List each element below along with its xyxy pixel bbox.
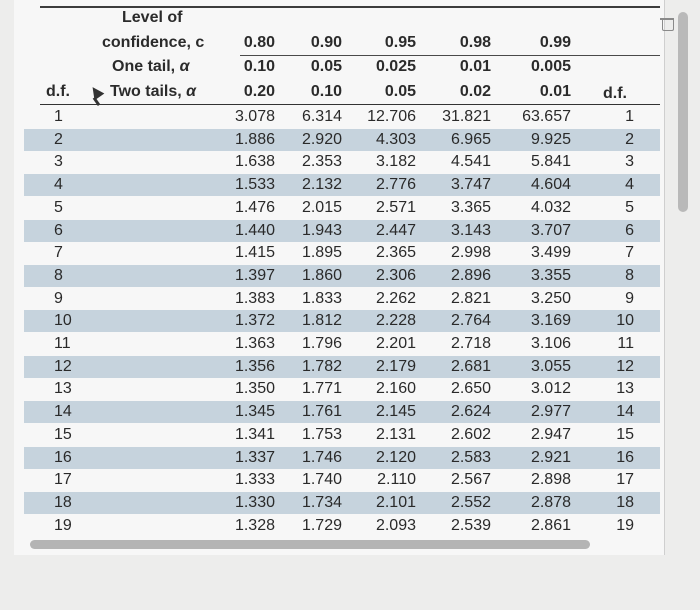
critical-value-cell: 3.182 <box>375 153 416 171</box>
critical-value-cell: 1.440 <box>234 221 275 239</box>
table-row <box>24 129 660 151</box>
df-cell: 19 <box>54 516 72 534</box>
critical-value-cell: 2.718 <box>450 335 491 352</box>
critical-value-cell: 2.764 <box>450 312 491 330</box>
df-cell: 15 <box>54 425 72 443</box>
df-header-left: d.f. <box>46 83 70 100</box>
one-tail-label: One tail, α <box>112 58 190 75</box>
critical-value-cell: 2.776 <box>375 176 416 194</box>
critical-value-cell: 2.878 <box>530 493 571 511</box>
one-tail-value: 0.05 <box>310 58 342 75</box>
df-header-right: d.f. <box>603 85 627 102</box>
one-tail-value: 0.005 <box>530 58 571 75</box>
critical-value-cell: 1.372 <box>234 312 275 330</box>
critical-value-cell: 63.657 <box>522 108 571 125</box>
df-cell: 2 <box>54 130 63 148</box>
df-cell: 3 <box>54 153 63 171</box>
df-cell: 7 <box>54 244 63 262</box>
table-row <box>24 151 660 173</box>
critical-value-cell: 6.314 <box>301 108 342 125</box>
critical-value-cell: 2.262 <box>375 289 416 307</box>
df-cell-right: 9 <box>625 289 634 307</box>
critical-value-cell: 2.602 <box>450 425 491 443</box>
df-cell-right: 10 <box>616 312 634 330</box>
critical-value-cell: 4.541 <box>450 153 491 171</box>
df-cell: 14 <box>54 403 72 421</box>
critical-value-cell: 2.179 <box>375 357 416 375</box>
confidence-value: 0.95 <box>384 34 416 51</box>
critical-value-cell: 2.120 <box>375 448 416 466</box>
critical-value-cell: 12.706 <box>367 108 416 125</box>
critical-value-cell: 2.896 <box>450 266 491 284</box>
critical-value-cell: 2.110 <box>377 471 416 489</box>
critical-value-cell: 2.921 <box>530 448 571 466</box>
df-cell: 6 <box>54 221 63 239</box>
table-row <box>24 197 660 219</box>
critical-value-cell: 3.747 <box>450 176 491 194</box>
table-row <box>24 333 660 355</box>
df-cell-right: 11 <box>617 335 634 352</box>
df-cell-right: 5 <box>625 198 634 216</box>
two-tails-value: 0.01 <box>539 83 571 100</box>
critical-value-cell: 2.977 <box>530 403 571 421</box>
critical-value-cell: 5.841 <box>530 153 571 171</box>
df-cell-right: 4 <box>625 176 634 194</box>
df-cell-right: 15 <box>616 425 634 443</box>
critical-value-cell: 1.333 <box>234 471 275 489</box>
df-cell: 8 <box>54 266 63 284</box>
one-tail-value: 0.025 <box>375 58 416 75</box>
two-tails-value: 0.20 <box>243 83 275 100</box>
critical-value-cell: 3.250 <box>530 289 571 307</box>
df-cell: 4 <box>54 176 63 194</box>
critical-value-cell: 2.447 <box>375 221 416 239</box>
table-row <box>24 288 660 310</box>
critical-value-cell: 31.821 <box>442 108 491 125</box>
df-cell-right: 18 <box>616 493 634 511</box>
critical-value-cell: 6.965 <box>450 130 491 148</box>
critical-value-cell: 1.734 <box>301 493 342 511</box>
critical-value-cell: 2.920 <box>301 130 342 148</box>
df-cell-right: 7 <box>625 244 634 262</box>
level-of-label: Level of <box>122 9 183 26</box>
rule-under-header <box>40 104 660 105</box>
critical-value-cell: 1.895 <box>301 244 342 262</box>
critical-value-cell: 2.228 <box>375 312 416 330</box>
critical-value-cell: 4.604 <box>530 176 571 194</box>
critical-value-cell: 3.365 <box>450 198 491 216</box>
two-tails-value: 0.10 <box>310 83 342 100</box>
critical-value-cell: 2.093 <box>375 516 416 534</box>
critical-value-cell: 3.078 <box>234 108 275 125</box>
critical-value-cell: 2.821 <box>450 289 491 307</box>
critical-value-cell: 1.638 <box>234 153 275 171</box>
critical-value-cell: 4.303 <box>375 130 416 148</box>
df-cell-right: 12 <box>616 357 634 375</box>
table-row <box>24 469 660 491</box>
critical-value-cell: 3.499 <box>530 244 571 262</box>
critical-value-cell: 1.771 <box>301 380 342 398</box>
two-tails-value: 0.05 <box>384 83 416 100</box>
critical-value-cell: 2.998 <box>450 244 491 262</box>
critical-value-cell: 3.707 <box>530 221 571 239</box>
df-cell-right: 6 <box>625 221 634 239</box>
df-cell: 16 <box>54 448 72 466</box>
critical-value-cell: 2.681 <box>450 357 491 375</box>
two-tails-value: 0.02 <box>459 83 491 100</box>
critical-value-cell: 2.101 <box>375 493 416 511</box>
df-cell-right: 8 <box>625 266 634 284</box>
critical-value-cell: 1.729 <box>301 516 342 534</box>
critical-value-cell: 1.415 <box>234 244 275 262</box>
df-cell: 9 <box>54 289 63 307</box>
critical-value-cell: 2.539 <box>450 516 491 534</box>
table-row <box>24 447 660 469</box>
critical-value-cell: 2.145 <box>375 403 416 421</box>
critical-value-cell: 1.397 <box>234 266 275 284</box>
two-tails-label: Two tails, α <box>110 83 197 100</box>
critical-value-cell: 1.533 <box>234 176 275 194</box>
confidence-value: 0.90 <box>310 34 342 51</box>
critical-value-cell: 1.383 <box>234 289 275 307</box>
df-cell-right: 14 <box>616 403 634 421</box>
df-cell: 10 <box>54 312 72 330</box>
critical-value-cell: 1.345 <box>234 403 275 421</box>
critical-value-cell: 1.761 <box>301 403 342 421</box>
one-tail-value: 0.01 <box>459 58 491 75</box>
df-cell-right: 3 <box>625 153 634 171</box>
critical-value-cell: 2.015 <box>301 198 342 216</box>
critical-value-cell: 3.169 <box>530 312 571 330</box>
critical-value-cell: 3.143 <box>450 221 491 239</box>
critical-value-cell: 1.753 <box>301 425 342 443</box>
df-cell-right: 19 <box>616 516 634 534</box>
critical-value-cell: 2.131 <box>375 425 416 443</box>
critical-value-cell: 1.330 <box>234 493 275 511</box>
critical-value-cell: 2.947 <box>530 425 571 443</box>
critical-value-cell: 1.350 <box>234 380 275 398</box>
critical-value-cell: 1.833 <box>301 289 342 307</box>
critical-value-cell: 1.812 <box>301 312 342 330</box>
critical-value-cell: 4.032 <box>530 198 571 216</box>
df-cell: 17 <box>54 471 72 489</box>
confidence-value: 0.80 <box>243 34 275 51</box>
critical-value-cell: 1.328 <box>234 516 275 534</box>
df-cell-right: 13 <box>616 380 634 398</box>
critical-value-cell: 2.624 <box>450 403 491 421</box>
critical-value-cell: 1.356 <box>234 357 275 375</box>
table-row <box>24 492 660 514</box>
critical-value-cell: 2.132 <box>301 176 342 194</box>
critical-value-cell: 1.337 <box>234 448 275 466</box>
critical-value-cell: 1.363 <box>234 335 275 352</box>
table-row <box>24 220 660 242</box>
critical-value-cell: 1.886 <box>234 130 275 148</box>
critical-value-cell: 2.201 <box>375 335 416 352</box>
table-row <box>24 106 660 128</box>
rule-under-confidence <box>240 55 660 56</box>
critical-value-cell: 1.746 <box>301 448 342 466</box>
critical-value-cell: 2.571 <box>375 198 416 216</box>
critical-value-cell: 1.740 <box>301 471 342 489</box>
critical-value-cell: 1.341 <box>234 425 275 443</box>
vertical-scrollbar[interactable] <box>678 12 688 212</box>
table-row <box>24 242 660 264</box>
critical-value-cell: 2.650 <box>450 380 491 398</box>
critical-value-cell: 1.476 <box>234 198 275 216</box>
critical-value-cell: 3.012 <box>530 380 571 398</box>
horizontal-scrollbar[interactable] <box>30 540 590 549</box>
df-cell-right: 17 <box>616 471 634 489</box>
critical-value-cell: 2.365 <box>375 244 416 262</box>
critical-value-cell: 2.306 <box>375 266 416 284</box>
critical-value-cell: 3.355 <box>530 266 571 284</box>
trash-icon[interactable] <box>662 20 674 31</box>
table-row <box>24 515 660 537</box>
critical-value-cell: 2.567 <box>450 471 491 489</box>
df-cell: 1 <box>54 108 63 125</box>
df-cell: 18 <box>54 493 72 511</box>
df-cell-right: 16 <box>616 448 634 466</box>
table-row <box>24 378 660 400</box>
critical-value-cell: 3.106 <box>530 335 571 352</box>
table-row <box>24 265 660 287</box>
table-row <box>24 401 660 423</box>
critical-value-cell: 1.860 <box>301 266 342 284</box>
table-row <box>24 356 660 378</box>
one-tail-value: 0.10 <box>243 58 275 75</box>
table-row <box>24 174 660 196</box>
critical-value-cell: 9.925 <box>530 130 571 148</box>
critical-value-cell: 3.055 <box>530 357 571 375</box>
df-cell-right: 1 <box>625 108 634 125</box>
df-cell: 11 <box>54 335 71 352</box>
df-cell: 13 <box>54 380 72 398</box>
table-row <box>24 424 660 446</box>
critical-value-cell: 2.552 <box>450 493 491 511</box>
confidence-label: confidence, c <box>102 34 205 51</box>
table-row <box>24 310 660 332</box>
df-cell: 5 <box>54 198 63 216</box>
critical-value-cell: 2.861 <box>530 516 571 534</box>
confidence-value: 0.99 <box>539 34 571 51</box>
confidence-value: 0.98 <box>459 34 491 51</box>
critical-value-cell: 2.898 <box>530 471 571 489</box>
critical-value-cell: 1.796 <box>301 335 342 352</box>
df-cell-right: 2 <box>625 130 634 148</box>
critical-value-cell: 2.583 <box>450 448 491 466</box>
critical-value-cell: 1.782 <box>301 357 342 375</box>
critical-value-cell: 2.353 <box>301 153 342 171</box>
critical-value-cell: 2.160 <box>375 380 416 398</box>
df-cell: 12 <box>54 357 72 375</box>
critical-value-cell: 1.943 <box>301 221 342 239</box>
